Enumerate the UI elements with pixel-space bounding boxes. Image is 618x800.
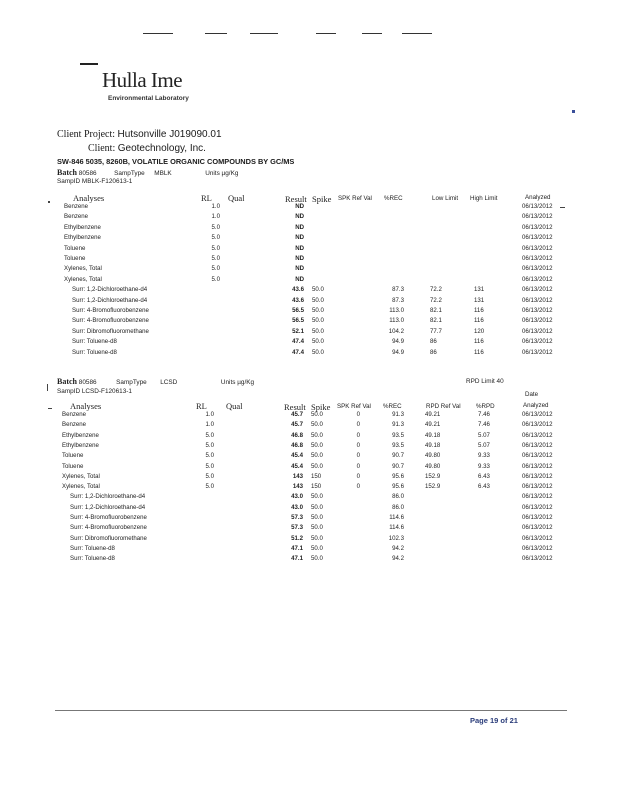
analyte-cell: Surr: Dibromofluoromethane	[70, 534, 147, 542]
spike-cell: 50.0	[311, 503, 323, 511]
rec-cell: 102.3	[388, 534, 404, 542]
page-number: Page 19 of 21	[470, 716, 518, 725]
result-cell: 57.3	[291, 524, 303, 532]
spk-ref-cell: 0	[356, 462, 360, 470]
analyzed-cell: 06/13/2012	[522, 234, 553, 242]
batch2-sampid-value: LCSD-F120613-1	[81, 388, 132, 395]
result-cell: 143	[292, 472, 303, 480]
result-cell: 47.1	[291, 555, 303, 563]
rec-cell: 87.3	[392, 296, 404, 304]
table-row	[0, 245, 618, 255]
spike-cell: 50.0	[311, 514, 323, 521]
analyzed-cell: 06/13/2012	[522, 534, 553, 542]
analyzed-cell: 06/13/2012	[522, 514, 553, 521]
analyzed-cell: 06/13/2012	[522, 317, 553, 325]
rec-cell: 114.6	[389, 514, 404, 521]
hdr2-result: Result	[284, 402, 306, 412]
rpd-ref-cell: 49.18	[425, 441, 441, 449]
batch2-rpd-limit: RPD Limit 40	[466, 378, 504, 385]
low-limit-cell: 82.1	[430, 317, 442, 325]
table-row	[0, 545, 618, 555]
result-cell: 43.0	[291, 493, 303, 501]
top-rule-2	[205, 33, 227, 34]
hdr-qual: Qual	[228, 193, 245, 203]
rpd-ref-cell: 49.18	[425, 431, 441, 439]
analyte-cell: Surr: Toluene-d8	[70, 544, 115, 552]
lab-logo	[80, 60, 220, 108]
rpd-ref-cell: 152.9	[425, 472, 441, 480]
rl-cell: 1.0	[211, 213, 220, 221]
analyte-cell: Surr: Toluene-d8	[72, 338, 117, 346]
rec-cell: 86.0	[392, 503, 404, 511]
spike-cell: 50.0	[311, 462, 323, 470]
low-limit-cell: 86	[430, 348, 437, 356]
hdr2-rl: RL	[196, 401, 207, 411]
analyte-cell: Surr: Toluene-d8	[70, 555, 115, 563]
table-row	[0, 317, 618, 327]
analyte-cell: Benzene	[64, 213, 89, 221]
result-cell: 52.1	[292, 327, 304, 335]
table-row	[0, 338, 618, 348]
low-limit-cell: 77.7	[430, 327, 442, 335]
spike-cell: 50.0	[312, 286, 324, 294]
scan-mark	[48, 408, 52, 409]
client-value: Geotechnology, Inc.	[117, 143, 206, 154]
table-row	[0, 255, 618, 265]
rec-cell: 91.3	[392, 411, 404, 418]
spike-cell: 150	[311, 483, 322, 491]
hdr2-analyzed: Analyzed	[523, 402, 549, 409]
analyzed-cell: 06/13/2012	[522, 483, 553, 491]
batch2-samptype-label: SampType	[116, 379, 147, 386]
table-row	[0, 535, 618, 545]
table-row	[0, 234, 618, 244]
result-cell: 45.7	[291, 411, 303, 418]
spike-cell: 150	[311, 472, 322, 480]
rpd-ref-cell: 49.80	[425, 462, 441, 470]
rec-cell: 90.7	[392, 462, 404, 470]
analyzed-cell: 06/13/2012	[522, 462, 553, 470]
hdr-date: Date	[525, 391, 539, 398]
analyte-cell: Toluene	[62, 462, 84, 470]
spike-cell: 50.0	[311, 555, 323, 563]
high-limit-cell: 131	[474, 286, 485, 294]
rl-cell: 5.0	[205, 452, 214, 460]
hdr2-rec: %REC	[383, 403, 402, 410]
analyte-cell: Xylenes, Total	[62, 483, 100, 491]
spk-ref-cell: 0	[356, 483, 360, 491]
analyzed-cell: 06/13/2012	[522, 524, 553, 532]
rpd-cell: 6.43	[478, 472, 490, 480]
rpd-cell: 6.43	[478, 483, 490, 491]
analyzed-cell: 06/13/2012	[522, 472, 553, 480]
spike-cell: 50.0	[311, 411, 323, 418]
high-limit-cell: 116	[474, 317, 484, 325]
batch1-sampid-label: SampID	[57, 178, 81, 185]
table-row	[0, 524, 618, 534]
hdr-spike: Spike	[312, 194, 332, 204]
analyte-cell: Toluene	[64, 244, 86, 252]
result-cell: 143	[292, 483, 303, 491]
result-cell: 43.6	[292, 296, 304, 304]
project-line	[57, 129, 222, 140]
rl-cell: 5.0	[211, 223, 220, 231]
analyzed-cell: 06/13/2012	[522, 255, 553, 262]
spk-ref-cell: 0	[356, 411, 360, 418]
table-row	[0, 328, 618, 338]
table-row	[0, 463, 618, 473]
rl-cell: 5.0	[205, 462, 214, 470]
client-line	[88, 143, 206, 154]
rpd-cell: 5.07	[478, 441, 490, 449]
analyzed-cell: 06/13/2012	[522, 421, 553, 429]
hdr-spk-ref: SPK Ref Val	[338, 195, 372, 202]
rec-cell: 94.2	[392, 555, 404, 563]
logo-bar	[80, 63, 98, 65]
result-cell: 47.4	[292, 338, 304, 346]
batch2-batch: 80586	[78, 379, 97, 386]
batch1-sampid-value: MBLK-F120613-1	[81, 178, 133, 185]
hdr2-spk-ref: SPK Ref Val	[337, 403, 371, 410]
analyte-cell: Surr: 4-Bromofluorobenzene	[70, 524, 147, 532]
rpd-cell: 9.33	[478, 462, 490, 470]
spike-cell: 50.0	[311, 544, 323, 552]
hdr2-analyses: Analyses	[70, 401, 102, 411]
batch2-sampid	[57, 388, 132, 395]
rec-cell: 104.2	[388, 327, 404, 335]
analyzed-cell: 06/13/2012	[522, 327, 553, 335]
rpd-cell: 9.33	[478, 452, 490, 460]
analyte-cell: Toluene	[64, 255, 86, 262]
result-cell: 45.7	[291, 421, 303, 429]
rpd-cell: 5.07	[478, 431, 490, 439]
analyzed-cell: 06/13/2012	[522, 286, 553, 294]
analyte-cell: Surr: 1,2-Dichloroethane-d4	[70, 493, 146, 501]
table-row	[0, 421, 618, 431]
hdr2-rpd: %RPD	[476, 403, 495, 410]
analyte-cell: Surr: 4-Bromofluorobenzene	[72, 307, 149, 314]
rl-cell: 5.0	[211, 234, 220, 242]
result-cell: 43.0	[291, 503, 303, 511]
table-row	[0, 213, 618, 223]
analyzed-cell: 06/13/2012	[522, 348, 553, 356]
rpd-ref-cell: 49.21	[425, 421, 441, 429]
result-cell: 47.4	[292, 348, 304, 356]
spike-cell: 50.0	[312, 338, 324, 346]
rec-cell: 113.0	[389, 307, 404, 314]
rl-cell: 5.0	[211, 265, 220, 273]
rl-cell: 5.0	[211, 244, 220, 252]
analyzed-cell: 06/13/2012	[522, 411, 553, 418]
hdr2-rpd-ref: RPD Ref Val	[426, 403, 461, 410]
top-rule-3	[250, 33, 278, 34]
hdr-result: Result	[285, 194, 307, 204]
spike-cell: 50.0	[311, 493, 323, 501]
rec-cell: 94.2	[392, 544, 404, 552]
batch1-meta	[57, 168, 238, 177]
low-limit-cell: 86	[430, 338, 437, 346]
result-cell: ND	[295, 255, 304, 262]
table-row	[0, 493, 618, 503]
analyzed-cell: 06/13/2012	[522, 203, 553, 210]
result-cell: 47.1	[291, 544, 303, 552]
analyzed-cell: 06/13/2012	[522, 296, 553, 304]
analyzed-cell: 06/13/2012	[522, 555, 553, 563]
result-cell: 46.8	[291, 441, 303, 449]
result-cell: ND	[295, 265, 304, 273]
table-row	[0, 432, 618, 442]
top-rule-6	[402, 33, 432, 34]
analyzed-cell: 06/13/2012	[522, 441, 553, 449]
high-limit-cell: 116	[474, 338, 484, 346]
high-limit-cell: 116	[474, 307, 484, 314]
low-limit-cell: 72.2	[430, 286, 442, 294]
result-cell: 56.5	[292, 307, 304, 314]
analyzed-cell: 06/13/2012	[522, 213, 553, 221]
result-cell: 43.6	[292, 286, 304, 294]
scan-mark	[47, 384, 48, 391]
table-row	[0, 297, 618, 307]
rec-cell: 94.9	[392, 338, 404, 346]
spike-cell: 50.0	[311, 421, 323, 429]
batch1-batch-label: Batch	[57, 168, 77, 177]
high-limit-cell: 120	[474, 327, 485, 335]
hdr-rl: RL	[201, 193, 212, 203]
result-cell: ND	[295, 223, 304, 231]
result-cell: ND	[295, 213, 304, 221]
analyte-cell: Surr: 1,2-Dichloroethane-d4	[72, 286, 148, 294]
spike-cell: 50.0	[311, 431, 323, 439]
analyte-cell: Surr: Toluene-d8	[72, 348, 117, 356]
rpd-ref-cell: 49.21	[425, 411, 441, 418]
top-rule-4	[316, 33, 336, 34]
rec-cell: 87.3	[392, 286, 404, 294]
spike-cell: 50.0	[312, 307, 324, 314]
result-cell: 56.5	[292, 317, 304, 325]
table-row	[0, 411, 618, 421]
batch1-batch: 80586	[78, 170, 97, 177]
spk-ref-cell: 0	[356, 472, 360, 480]
analyte-cell: Benzene	[62, 421, 87, 429]
rl-cell: 1.0	[205, 411, 214, 418]
rl-cell: 5.0	[211, 275, 220, 283]
logo-subtitle: Environmental Laboratory	[108, 95, 189, 102]
result-cell: ND	[295, 234, 304, 242]
analyzed-cell: 06/13/2012	[522, 431, 553, 439]
low-limit-cell: 72.2	[430, 296, 442, 304]
analyte-cell: Benzene	[64, 203, 89, 210]
analyte-cell: Ethylbenzene	[64, 223, 101, 231]
batch2-samptype: LCSD	[160, 379, 178, 386]
rec-cell: 90.7	[392, 452, 404, 460]
rl-cell: 1.0	[211, 203, 220, 210]
spike-cell: 50.0	[312, 317, 324, 325]
analyte-cell: Toluene	[62, 452, 84, 460]
footer-rule	[55, 710, 567, 711]
spike-cell: 50.0	[311, 524, 323, 532]
analyzed-cell: 06/13/2012	[522, 493, 553, 501]
rec-cell: 113.0	[389, 317, 404, 325]
analyzed-cell: 06/13/2012	[522, 307, 553, 314]
top-rule-5	[362, 33, 382, 34]
result-cell: 45.4	[291, 452, 303, 460]
batch1-units: Units µg/Kg	[205, 170, 239, 177]
table-row	[0, 483, 618, 493]
analyte-cell: Xylenes, Total	[62, 472, 100, 480]
batch2-meta	[57, 377, 254, 386]
table-row	[0, 307, 618, 317]
analyte-cell: Xylenes, Total	[64, 265, 102, 273]
table-row	[0, 473, 618, 483]
analyzed-cell: 06/13/2012	[522, 265, 553, 273]
rec-cell: 93.5	[392, 441, 404, 449]
hdr-analyzed: Analyzed	[525, 194, 551, 201]
rec-cell: 95.6	[392, 472, 404, 480]
analyzed-cell: 06/13/2012	[522, 223, 553, 231]
spk-ref-cell: 0	[356, 431, 360, 439]
project-label: Client Project:	[57, 129, 116, 140]
hdr2-qual: Qual	[226, 401, 243, 411]
rpd-cell: 7.46	[478, 411, 490, 418]
table-row	[0, 504, 618, 514]
analyte-cell: Surr: 4-Bromofluorobenzene	[70, 514, 147, 521]
rl-cell: 5.0	[205, 483, 214, 491]
analyte-cell: Ethylbenzene	[62, 431, 99, 439]
table-row	[0, 265, 618, 275]
rpd-ref-cell: 152.9	[425, 483, 441, 491]
result-cell: 51.2	[291, 534, 303, 542]
analyte-cell: Benzene	[62, 411, 87, 418]
client-label: Client:	[88, 143, 116, 154]
analyte-cell: Surr: 1,2-Dichloroethane-d4	[72, 296, 148, 304]
table-row	[0, 452, 618, 462]
analyte-cell: Surr: 1,2-Dichloroethane-d4	[70, 503, 146, 511]
spike-cell: 50.0	[312, 348, 324, 356]
analyzed-cell: 06/13/2012	[522, 503, 553, 511]
rec-cell: 95.6	[392, 483, 404, 491]
logo-name: Hulla Ime	[102, 68, 183, 92]
rl-cell: 5.0	[205, 472, 214, 480]
table-row	[0, 442, 618, 452]
hdr-analyses: Analyses	[73, 193, 105, 203]
analyzed-cell: 06/13/2012	[522, 544, 553, 552]
table-row	[0, 555, 618, 565]
top-rule-1	[143, 33, 173, 34]
spk-ref-cell: 0	[356, 452, 360, 460]
table-row	[0, 514, 618, 524]
analyzed-cell: 06/13/2012	[522, 244, 553, 252]
hdr-high: High Limit	[470, 195, 498, 202]
low-limit-cell: 82.1	[430, 307, 442, 314]
analyte-cell: Surr: 4-Bromofluorobenzene	[72, 317, 149, 325]
hdr-low: Low Limit	[432, 195, 459, 202]
rpd-cell: 7.46	[478, 421, 490, 429]
analyte-cell: Xylenes, Total	[64, 275, 102, 283]
spike-cell: 50.0	[311, 534, 323, 542]
rpd-ref-cell: 49.80	[425, 452, 441, 460]
section-title: SW-846 5035, 8260B, VOLATILE ORGANIC COMPOUNDS BY GC/MS	[57, 157, 295, 166]
analyzed-cell: 06/13/2012	[522, 338, 553, 346]
scan-mark	[572, 110, 575, 113]
analyte-cell: Ethylbenzene	[62, 441, 99, 449]
spk-ref-cell: 0	[356, 441, 360, 449]
analyte-cell: Surr: Dibromofluoromethane	[72, 327, 149, 335]
high-limit-cell: 131	[474, 296, 485, 304]
spk-ref-cell: 0	[356, 421, 360, 429]
spike-cell: 50.0	[312, 327, 324, 335]
rec-cell: 93.5	[392, 431, 404, 439]
batch1-samptype-label: SampType	[114, 170, 145, 177]
result-cell: 46.8	[291, 431, 303, 439]
rl-cell: 1.0	[205, 421, 214, 429]
hdr-rec: %REC	[384, 195, 403, 202]
result-cell: 57.3	[291, 514, 303, 521]
batch2-sampid-label: SampID	[57, 388, 81, 395]
result-cell: 45.4	[291, 462, 303, 470]
table-row	[0, 276, 618, 286]
batch1-sampid	[57, 178, 132, 185]
batch1-samptype: MBLK	[154, 170, 172, 177]
table-row	[0, 203, 618, 213]
result-cell: ND	[295, 244, 304, 252]
table-row	[0, 286, 618, 296]
spike-cell: 50.0	[311, 452, 323, 460]
analyte-cell: Ethylbenzene	[64, 234, 101, 242]
spike-cell: 50.0	[311, 441, 323, 449]
spike-cell: 50.0	[312, 296, 324, 304]
rec-cell: 91.3	[392, 421, 404, 429]
project-value: Hutsonville J019090.01	[117, 129, 222, 140]
rl-cell: 5.0	[205, 431, 214, 439]
high-limit-cell: 116	[474, 348, 484, 356]
rl-cell: 5.0	[205, 441, 214, 449]
rl-cell: 5.0	[211, 255, 220, 262]
analyzed-cell: 06/13/2012	[522, 275, 553, 283]
rec-cell: 94.9	[392, 348, 404, 356]
batch2-units: Units µg/Kg	[220, 379, 255, 386]
result-cell: ND	[295, 275, 304, 283]
rec-cell: 86.0	[392, 493, 404, 501]
batch2-batch-label: Batch	[57, 377, 77, 386]
rec-cell: 114.6	[389, 524, 404, 532]
hdr2-spike: Spike	[311, 402, 331, 412]
result-cell: ND	[295, 203, 304, 210]
analyzed-cell: 06/13/2012	[522, 452, 553, 460]
table-row	[0, 349, 618, 359]
table-row	[0, 224, 618, 234]
